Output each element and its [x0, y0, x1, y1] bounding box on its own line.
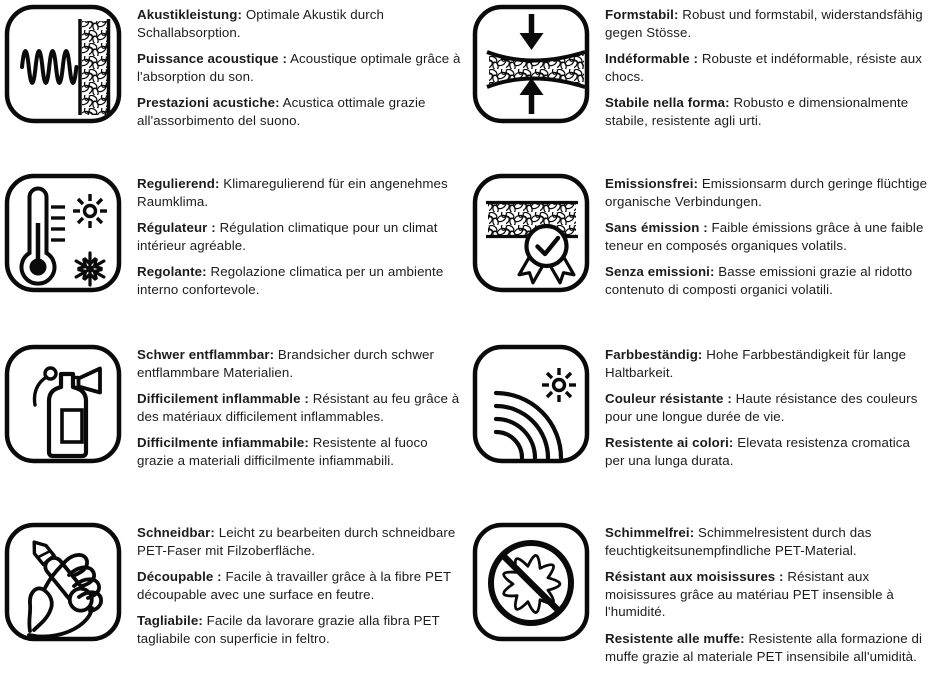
compression-resistance-icon	[472, 4, 590, 124]
no-mold-icon	[472, 522, 590, 642]
feature-text-fr: Résistant aux moisissures : Résistant aux moisissures grâce au matériau PET insensible à l'humidité.	[605, 569, 894, 620]
feature-text-it: Senza emissioni: Basse emissioni grazie al ridotto contenuto di composti organici volatili.	[605, 264, 913, 297]
feature-acoustic	[0, 0, 468, 169]
feature-text-it: Prestazioni acustiche: Acustica ottimale grazie all'assorbimento del suono.	[137, 95, 426, 128]
low-emission-seal-icon	[472, 173, 590, 293]
feature-text-it: Difficilmente infiammabile: Resistente al fuoco grazie a materiali difficilmente infiammabili.	[137, 435, 428, 468]
feature-text-it: Regolante: Regolazione climatica per un ambiente interno confortevole.	[137, 264, 444, 297]
feature-text-fr: Régulateur : Régulation climatique pour un climat intérieur agréable.	[137, 220, 438, 253]
feature-text-de: Schwer entflammbar: Brandsicher durch schwer entflammbare Materialien.	[137, 347, 435, 380]
sound-absorption-icon	[4, 4, 122, 124]
feature-text-it: Resistente alle muffe: Resistente alla formazione di muffe grazie al materiale PET insensibile all'umidità.	[605, 630, 923, 664]
hand-cutter-icon	[4, 522, 122, 642]
feature-text-fr: Difficilement inflammable : Résistant au feu grâce à des matériaux difficilement inflammables.	[137, 391, 460, 424]
color-fastness-icon	[472, 344, 590, 464]
feature-text-de: Schimmelfrei: Schimmelresistent durch das feuchtigkeitsunempfindliche PET-Material.	[605, 525, 872, 558]
feature-shape-stable	[468, 0, 936, 169]
feature-regulating	[0, 169, 468, 340]
feature-text-it: Resistente ai colori: Elevata resistenza cromatica per una lunga durata.	[605, 435, 911, 468]
feature-text-de: Schneidbar: Leicht zu bearbeiten durch schneidbare PET-Faser mit Filzoberfläche.	[137, 525, 456, 558]
feature-text-de: Formstabil: Robust und formstabil, widerstandsfähig gegen Stösse.	[605, 7, 923, 40]
feature-flame-retardant	[0, 340, 468, 518]
fire-extinguisher-icon	[4, 344, 122, 464]
feature-text-de: Emissionsfrei: Emissionsarm durch geringe flüchtige organische Verbindungen.	[605, 176, 928, 209]
feature-emission-free	[468, 169, 936, 340]
feature-text-fr: Puissance acoustique : Acoustique optimale grâce à l'absorption du son.	[137, 51, 461, 84]
feature-colorfast	[468, 340, 936, 518]
feature-text-de: Akustikleistung: Optimale Akustik durch Schallabsorption.	[137, 7, 385, 40]
feature-text-fr: Sans émission : Faible émissions grâce à une faible teneur en composés organiques volatils.	[605, 220, 924, 253]
feature-cuttable	[0, 518, 468, 680]
feature-mold-free	[468, 518, 936, 680]
feature-text-fr: Couleur résistante : Haute résistance des couleurs pour une longue durée de vie.	[605, 391, 918, 424]
feature-text-it: Tagliabile: Facile da lavorare grazie alla fibra PET tagliabile con superficie in feltro.	[137, 613, 440, 646]
feature-text-it: Stabile nella forma: Robusto e dimensionalmente stabile, resistente agli urti.	[605, 95, 909, 128]
climate-regulation-icon	[4, 173, 122, 293]
feature-text-fr: Découpable : Facile à travailler grâce à la fibre PET découpable avec une surface en feutre.	[137, 569, 451, 602]
feature-text-fr: Indéformable : Robuste et indéformable, résiste aux chocs.	[605, 51, 922, 84]
feature-text-de: Regulierend: Klimaregulierend für ein angenehmes Raumklima.	[137, 176, 448, 209]
feature-text-de: Farbbeständig: Hohe Farbbeständigkeit für lange Haltbarkeit.	[605, 347, 907, 380]
